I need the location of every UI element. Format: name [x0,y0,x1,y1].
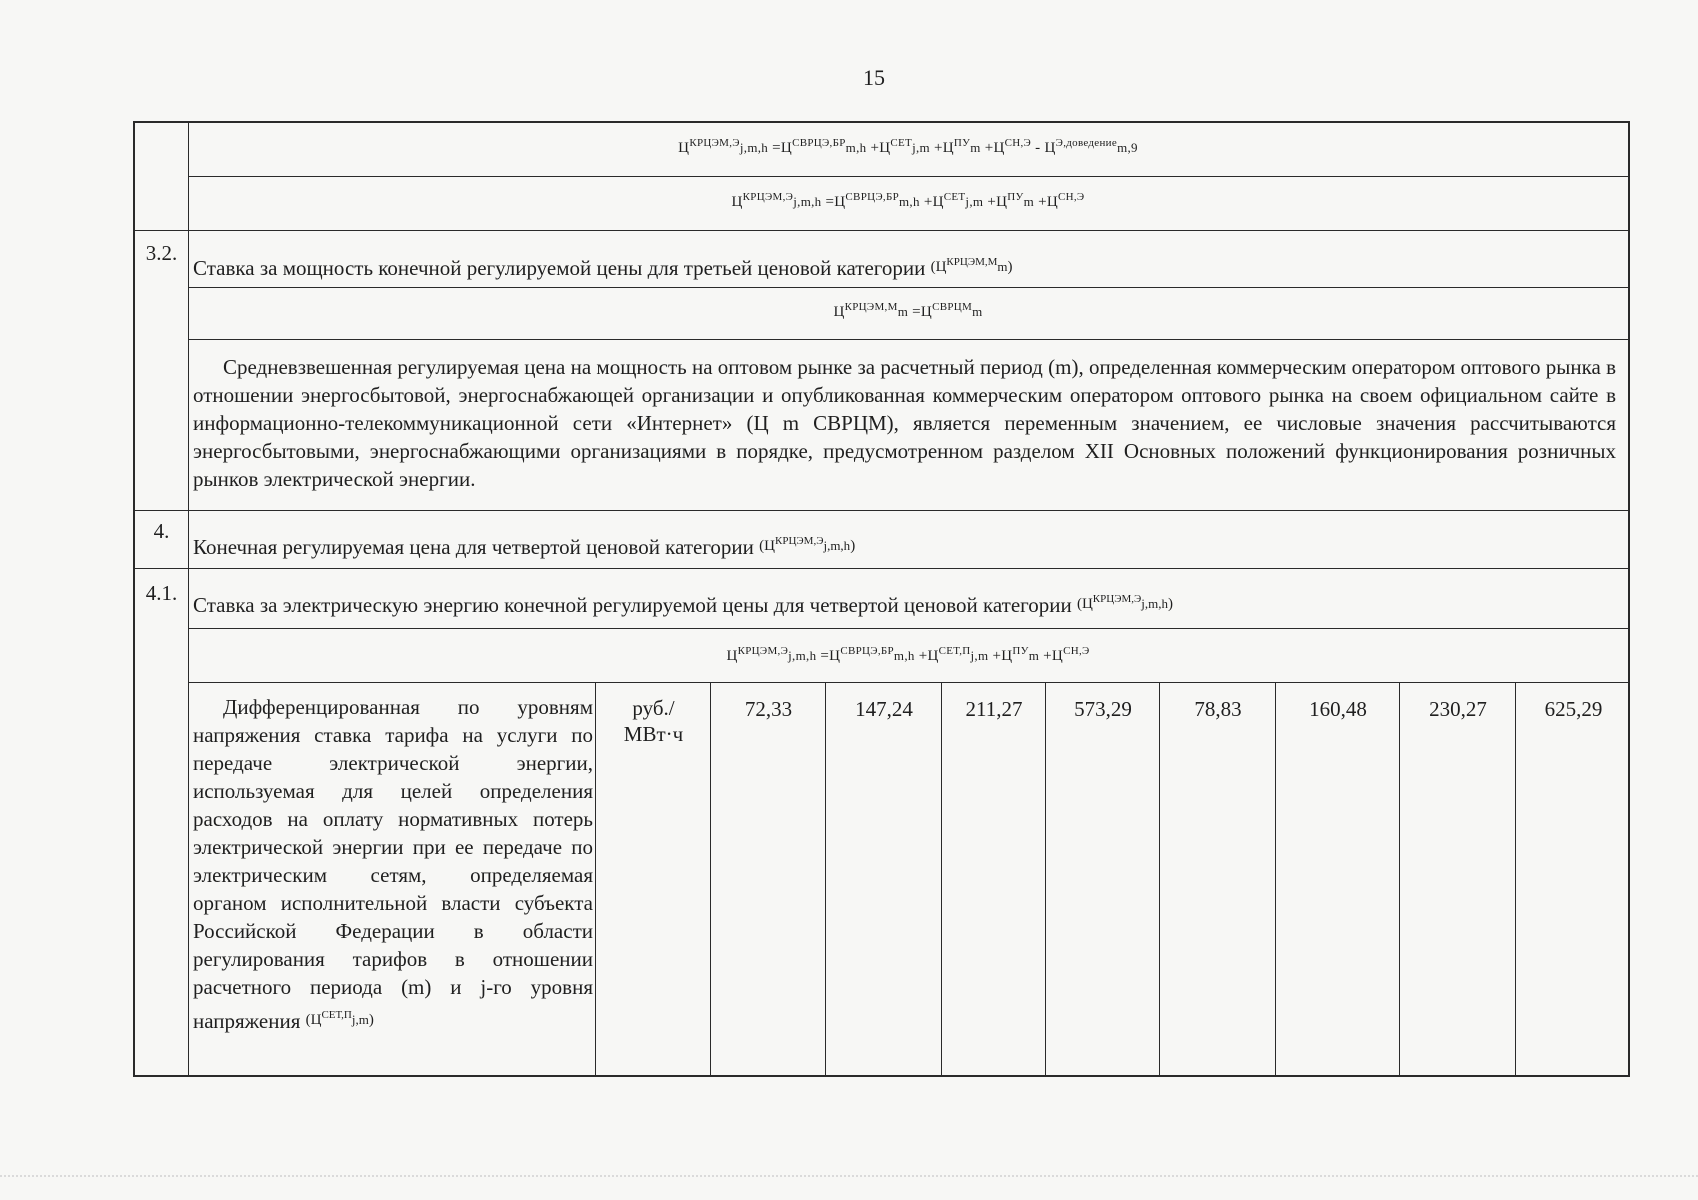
formula-3-2: $Ц^{КРЦЭМ,М}m =Ц^{СВРЦМ}m$ [833,301,983,320]
item-4-title: Конечная регулируемая цена для четвертой ценовой категории $(Ц^{КРЦЭМ,Э}j,m,h)$ [193,535,856,559]
value-cell: 230,27 [1429,697,1487,721]
unit-cell: руб./ МВт·ч [623,696,684,746]
formula-4-1: $Ц^{КРЦЭМ,Э}j,m,h =Ц^{СВРЦЭ,БР}m,h +Ц^{СЕТ,П}j,m +Ц^{ПУ}m +Ц^{СН,Э}$ [726,645,1090,664]
paragraph-3-2: Средневзвешенная регулируемая цена на мощность на оптовом рынке за расчетный период (m), определенная коммерческим оператором оптового рынка в отношении энергосбытовой, энергоснабжающей организации и опубликованная коммерческим оператором оптового рынка на своем официальном сайте в информационно-телекоммуникационной сети «Интернет» (Ц m СВРЦМ), является переменным значением, ее числовые значения рассчитываются энергосбытовыми, энергоснабжающими организациями в порядке, предусмотренном разделом XII Основных положений функционирования розничных рынков электрической энергии. [193,355,1616,491]
value-cell: 147,24 [855,697,913,721]
page-number: 15 [863,65,885,90]
item-number-4: 4. [153,519,170,543]
value-cell: 573,29 [1074,697,1132,721]
tariff-table [133,121,1630,1077]
formula-top-2: $Ц^{КРЦЭМ,Э}j,m,h =Ц^{СВРЦЭ,БР}m,h +Ц^{СЕТ}j,m +Ц^{ПУ}m +Ц^{СН,Э}$ [731,191,1085,210]
value-cell: 78,83 [1194,697,1242,721]
value-cell: 625,29 [1544,697,1603,721]
scan-artifact-line [0,1175,1698,1179]
item-4-1-title: Ставка за электрическую энергию конечной регулируемой цены для четвертой ценовой категории $(Ц^{КРЦЭМ,Э}j,m,h)$ [193,593,1173,617]
item-number-3-2: 3.2. [145,241,178,265]
value-cell: 72,33 [744,697,793,721]
item-number-4-1: 4.1. [145,581,178,605]
value-cell: 160,48 [1309,697,1367,721]
item-3-2-title: Ставка за мощность конечной регулируемой цены для третьей ценовой категории $(Ц^{КРЦЭМ,М}m)$ [193,256,1013,280]
value-cell: 211,27 [965,697,1023,721]
formula-top-1: $Ц^{КРЦЭМ,Э}j,m,h =Ц^{СВРЦЭ,БР}m,h +Ц^{СЕТ}j,m +Ц^{ПУ}m +Ц^{СН,Э} - Ц^{Э,доведение}m,9$ [678,137,1138,156]
description-4-1: Дифференцированная по уровням напряжения ставка тарифа на услуги по передаче электрической энергии, используемая для целей определения расходов на оплату нормативных потерь электрической энергии при ее передаче по электрическим сетям, определяемая органом исполнительной власти субъекта Российской Федерации в области регулирования тарифов в отношении расчетного периода (m) и j-го уровня напряжения $(Ц^{СЕТ,П}j,m)$ [193,695,593,1033]
